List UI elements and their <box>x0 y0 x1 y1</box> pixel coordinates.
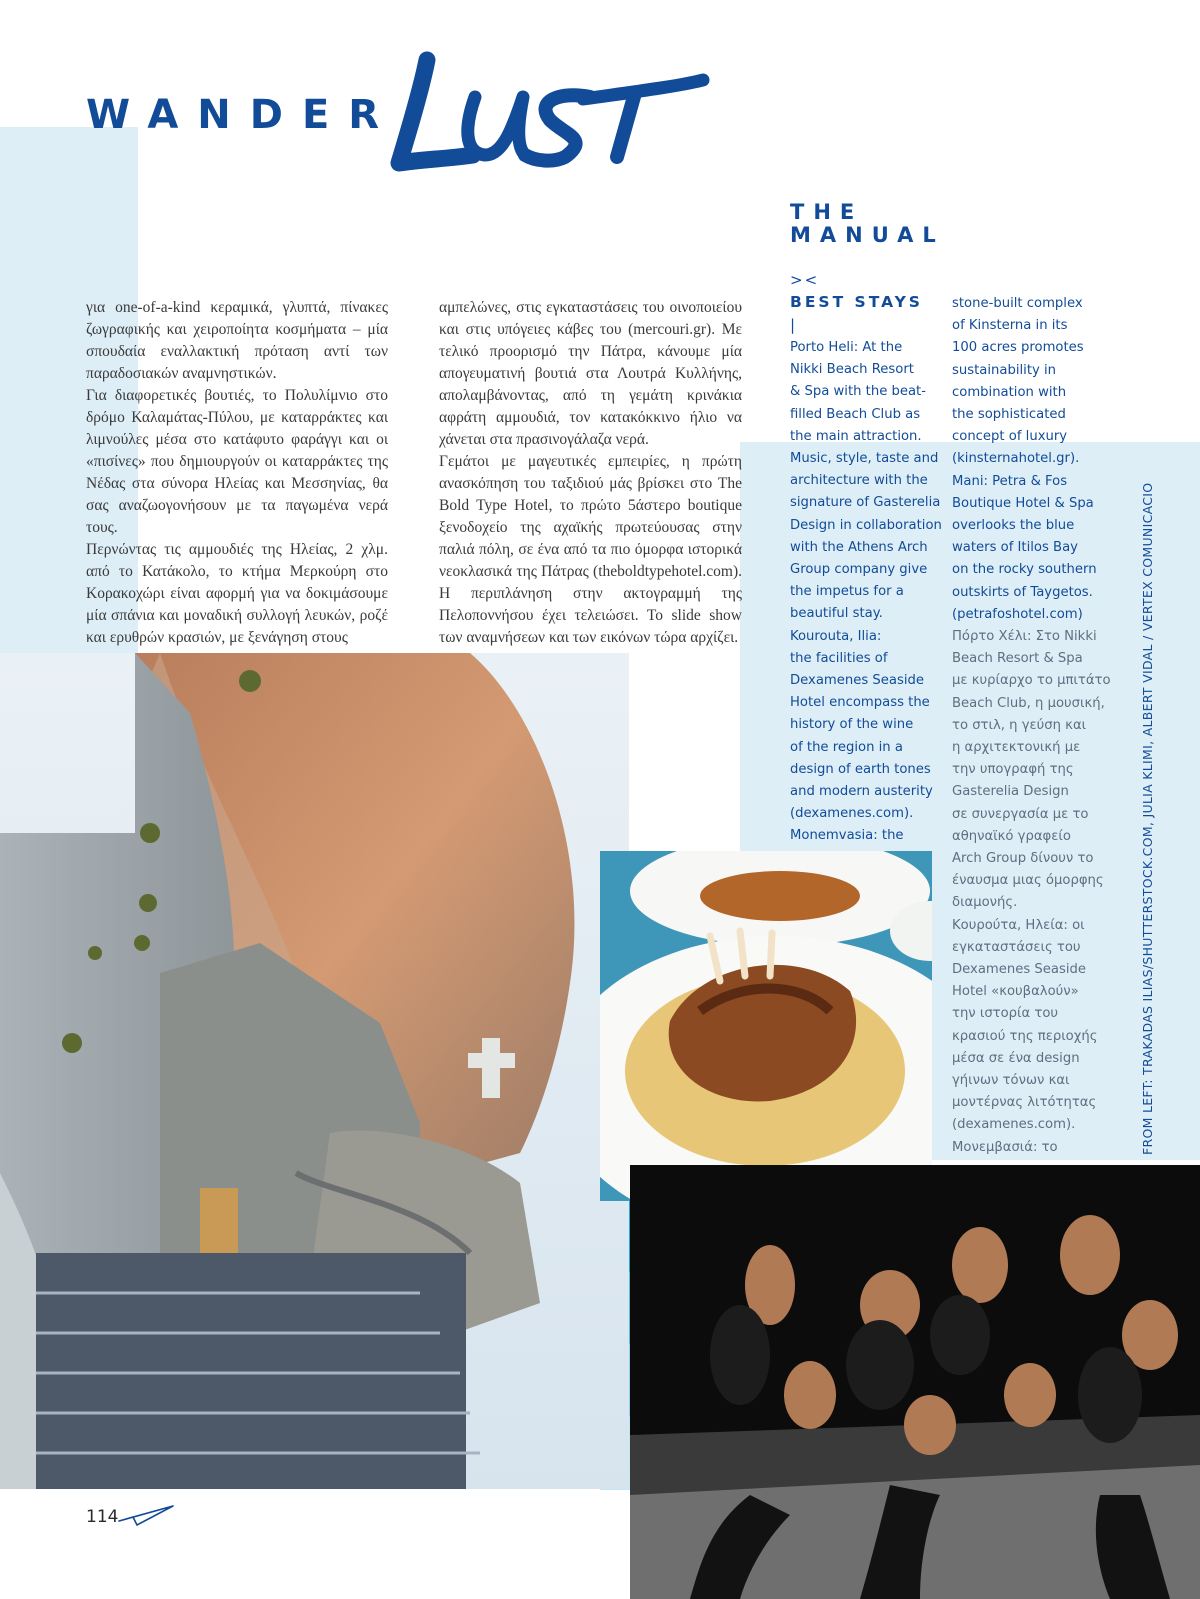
best-stays-column-english: Porto Heli: At the Nikki Beach Resort & Spa with the beat- filled Beach Club as the main attraction. Music, style, taste and architecture with the signature of Gasterelia Design in collaboration with the Athens Arch Group company give the impetus for a beautiful stay. Kourouta, Ilia: the facilities of Dexamenes Seaside Hotel encompass the history of the wine of the region in a design of earth tones and modern austerity (dexamenes.com). Monemvasia: the <box>790 340 942 844</box>
article-paragraph: Περνώντας τις αμμουδιές της Ηλείας, 2 χλμ. από το Κατάκολο, το κτήμα Μερκούρη στο Κορακοχώρι είναι αφορμή για να δοκιμάσουμε μία σπάνια και μοναδική συλλογή λευκών, ροζέ και ερυθρών κρασιών, με ξενάγηση στους <box>86 541 388 646</box>
divider-pipe: | <box>790 316 796 334</box>
article-paragraph: Γεμάτοι με μαγευτικές εμπειρίες, η πρώτη ανασκόπηση του ταξιδιού μάς βρίσκει στο The Bold Type Hotel, το πρώτο 5άστερο boutique ξενοδοχείο της αχαϊκής πρωτεύουσας στην παλιά πόλη, σε ένα από τα πιο όμορφα ιστορικά νεοκλασικά της Πάτρας (theboldtypehotel.com). Η περιπλάνηση στην ακτογραμμή της Πελοποννήσου έχει τελειώσει. Το slide show των αναμνήσεων και των εικόνων τώρα αρχίζει. <box>439 453 742 646</box>
manual-line-1: THE <box>790 200 864 224</box>
photo-lamb-dish <box>600 851 932 1201</box>
paper-plane-icon <box>117 1503 177 1534</box>
photo-dancers <box>630 1165 1200 1599</box>
photo-cliff-chapel <box>0 653 629 1489</box>
the-manual-heading <box>790 201 945 247</box>
page-number: 114 <box>86 1507 119 1527</box>
masthead-wander: WANDER <box>86 92 399 138</box>
masthead-lust-logo <box>385 35 715 175</box>
best-stays-column-english-cont: stone-built complex of Kinsterna in its 100 acres promotes sustainability in combination with the sophisticated concept of luxury (kinsternahotel.gr). Mani: Petra & Fos Boutique Hotel & Spa overlooks the blue waters of Itilos Bay on the rocky southern outskirts of Taygetos. (petrafoshotel.com) <box>952 296 1097 622</box>
best-stays-heading: BEST STAYS <box>790 293 923 311</box>
article-column-1 <box>86 297 388 649</box>
arrows-mark: >< <box>790 271 820 289</box>
best-stays-column-greek: Πόρτο Χέλι: Στο Nikki Beach Resort & Spa με κυρίαρχο το μπιτάτο Beach Club, η μουσική, το στιλ, η γεύση και η αρχιτεκτονική με την υπογραφή της Gasterelia Design σε συνεργασία με το αθηναϊκό γραφείο Arch Group δίνουν το έναυσμα μιας όμορφης διαμονής. Κουρούτα, Ηλεία: οι εγκαταστάσεις του Dexamenes Seaside Hotel «κουβαλούν» την ιστορία του κρασιού της περιοχής μέσα σε ένα design γήινων τόνων και μοντέρνας λιτότητας (dexamenes.com). Μονεμβασιά: το <box>952 629 1111 1155</box>
article-paragraph: Για διαφορετικές βουτιές, το Πολυλίμνιο στο δρόμο Καλαμάτας-Πύλου, με καταρράκτες και λιμνούλες μέσα στο κατάφυτο φαράγγι και οι «πισίνες» που δημιουργούν οι καταρράκτες της Νέδας στα σύνορα Ηλείας και Μεσσηνίας, θα σας αναζωογονήσουν με τα παγωμένα νερά τους. <box>86 387 388 536</box>
photo-credit: FROM LEFT: TRAKADAS ILIAS/SHUTTERSTOCK.COM, JULIA KLIMI, ALBERT VIDAL / VERTEX COMUNICACIO <box>1140 482 1155 1155</box>
article-paragraph: για one-of-a-kind κεραμικά, γλυπτά, πίνακες ζωγραφικής και χειροποίητα κοσμήματα – μία σπουδαία εναλλακτική πρόταση αντί των παραδοσιακών αναμνηστικών. <box>86 299 388 382</box>
article-column-2 <box>439 297 742 649</box>
article-paragraph: αμπελώνες, στις εγκαταστάσεις του οινοποιείου και στις υπόγειες κάβες του (mercouri.gr). Με τελικό προορισμό την Πάτρα, κάνουμε μία απογευματινή βουτιά στα Λουτρά Κυλλήνης, απολαμβάνοντας, από τη γεμάτη κρινάκια αφράτη αμμουδιά, τον κατακόκκινο ήλιο να χάνεται στα πρασινογάλαζα νερά. <box>439 299 742 448</box>
manual-line-2: MANUAL <box>790 223 945 247</box>
